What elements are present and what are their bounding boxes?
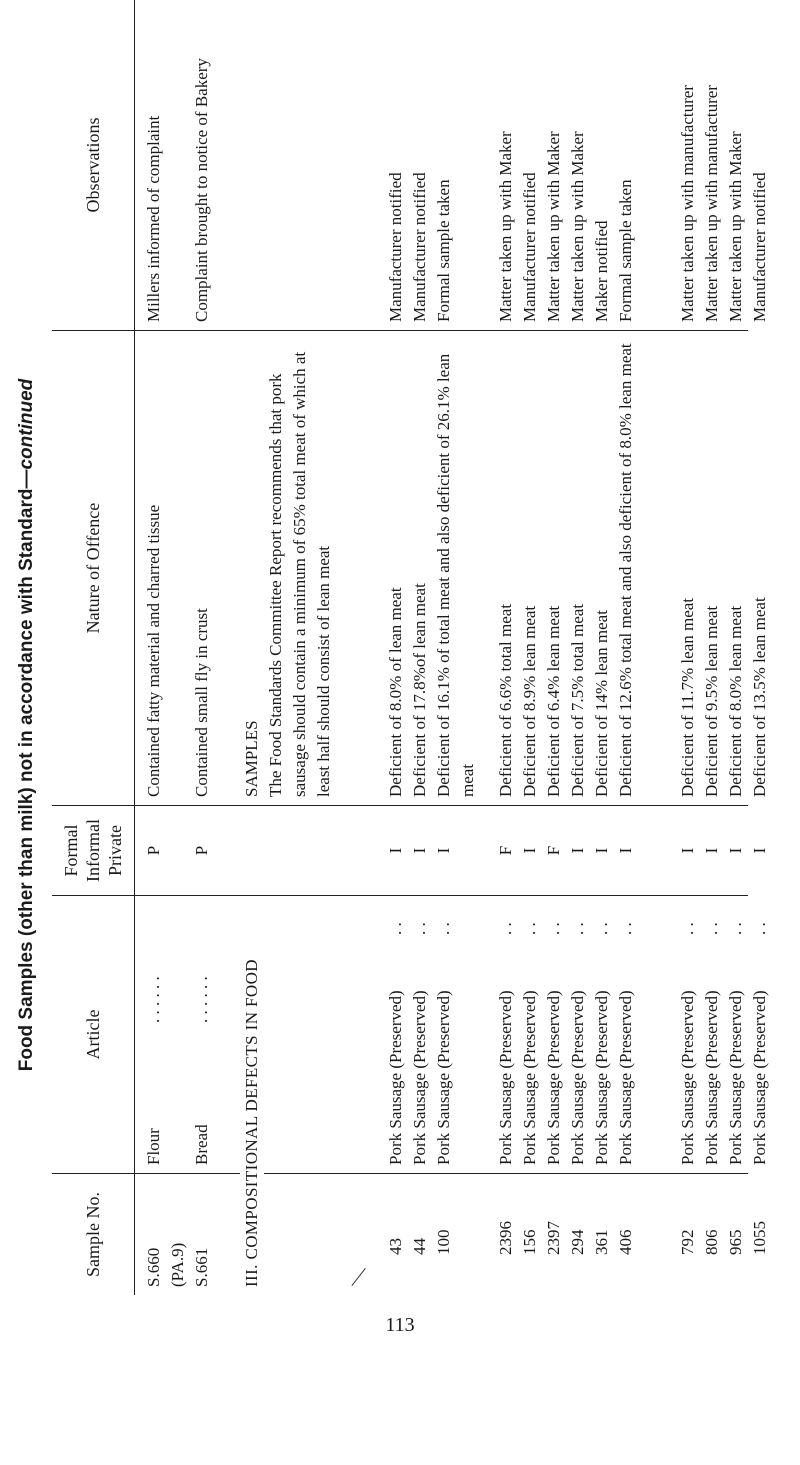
offence-text: Deficient of 6.6% total meat bbox=[496, 603, 515, 797]
leader-dots: . . bbox=[616, 922, 635, 935]
article-name: Pork Sausage (Preserved) bbox=[702, 990, 721, 1165]
leader-dots: . . . . . . bbox=[144, 976, 163, 1023]
offence-text: Contained small fly in crust bbox=[192, 608, 211, 797]
sample-number: 2397 bbox=[544, 1221, 563, 1255]
sample-number: 806 bbox=[702, 1229, 721, 1255]
sample-number: 2396 bbox=[496, 1221, 515, 1255]
committee-note: The Food Standards Committee Report recommends that pork sausage should contain a minimum of 65% total meat of which at least half should consist of lean meat bbox=[266, 351, 333, 797]
header-sample-no: Sample No. bbox=[52, 1174, 135, 1295]
observation-text: Formal sample taken bbox=[616, 179, 635, 322]
column-nature-body bbox=[134, 331, 769, 805]
leader-dots: . . bbox=[520, 922, 539, 935]
leader-dots: . . bbox=[544, 922, 563, 935]
sample-number: 43 bbox=[386, 1238, 405, 1255]
sample-number: 294 bbox=[568, 1229, 587, 1255]
offence-text: Deficient of 11.7% lean meat bbox=[678, 597, 697, 797]
observation-text: Manufacturer notified bbox=[410, 172, 429, 322]
column-sample-body bbox=[134, 1174, 769, 1295]
formal-code: I bbox=[386, 847, 405, 854]
sample-number: 1055 bbox=[750, 1221, 769, 1255]
column-observations bbox=[52, 0, 769, 330]
sample-number: S.660 (PA.9) bbox=[144, 1242, 187, 1287]
sample-number: 100 bbox=[434, 1229, 453, 1255]
formal-code: I bbox=[592, 847, 611, 854]
leader-dots: . . bbox=[496, 922, 515, 935]
offence-text: Deficient of 12.6% total meat and also deficient of 8.0% lean meat bbox=[616, 343, 635, 797]
page-title-main: Food Samples (other than milk) not in accordance with Standard bbox=[16, 488, 37, 1072]
observation-text: Complaint brought to notice of Bakery bbox=[192, 58, 211, 322]
article-name: Pork Sausage (Preserved) bbox=[544, 990, 563, 1165]
leader-dots: . . bbox=[678, 922, 697, 935]
pencil-tick-mark bbox=[365, 1268, 375, 1269]
observation-text: Manufacturer notified bbox=[386, 172, 405, 322]
sample-number: 156 bbox=[520, 1229, 539, 1255]
observation-text: Manufacturer notified bbox=[520, 172, 539, 322]
article-name: Pork Sausage (Preserved) bbox=[750, 990, 769, 1165]
observation-text: Matter taken up with manufacturer bbox=[702, 85, 721, 322]
offence-text: Deficient of 7.5% total meat bbox=[568, 603, 587, 797]
column-sample-no bbox=[52, 1173, 769, 1295]
formal-code: F bbox=[544, 845, 563, 856]
formal-code: I bbox=[434, 847, 453, 854]
formal-code: I bbox=[678, 847, 697, 854]
column-article-body bbox=[134, 896, 769, 1173]
observation-text: Matter taken up with Maker bbox=[568, 131, 587, 322]
article-name: Pork Sausage (Preserved) bbox=[678, 990, 697, 1165]
article-name: Pork Sausage (Preserved) bbox=[568, 990, 587, 1165]
offence-text: Deficient of 17.8%of lean meat bbox=[410, 583, 429, 797]
article-name: Pork Sausage (Preserved) bbox=[386, 990, 405, 1165]
leader-dots: . . bbox=[434, 922, 453, 935]
article-name: Pork Sausage (Preserved) bbox=[434, 990, 453, 1165]
section-heading: III. COMPOSITIONAL DEFECTS IN FOOD bbox=[240, 953, 264, 1287]
header-article: Article bbox=[52, 896, 135, 1173]
observation-text: Matter taken up with manufacturer bbox=[678, 85, 697, 322]
leader-dots: . . . . . . bbox=[192, 976, 211, 1023]
formal-code: P bbox=[144, 845, 163, 856]
article-name: Flour bbox=[144, 1128, 163, 1165]
formal-code: I bbox=[520, 847, 539, 854]
column-observations-body bbox=[134, 0, 769, 330]
offence-text: Deficient of 8.0% lean meat bbox=[726, 605, 745, 797]
leader-dots: . . bbox=[702, 922, 721, 935]
offence-text: Deficient of 13.5% lean meat bbox=[750, 597, 769, 797]
header-formal: Formal Informal Private bbox=[52, 806, 135, 895]
samples-table bbox=[52, 0, 769, 1295]
formal-code: I bbox=[726, 847, 745, 854]
page-title-continued: —continued bbox=[16, 378, 37, 489]
leader-dots: . . bbox=[386, 922, 405, 935]
leader-dots: . . bbox=[568, 922, 587, 935]
formal-code: I bbox=[750, 847, 769, 854]
leader-dots: . . bbox=[726, 922, 745, 935]
formal-code: I bbox=[616, 847, 635, 854]
observation-text: Manufacturer notified bbox=[750, 172, 769, 322]
offence-text: Deficient of 9.5% lean meat bbox=[702, 605, 721, 797]
formal-code: I bbox=[568, 847, 587, 854]
article-name: Pork Sausage (Preserved) bbox=[592, 990, 611, 1165]
article-name: Pork Sausage (Preserved) bbox=[410, 990, 429, 1165]
formal-code: P bbox=[192, 845, 211, 856]
leader-dots: . . bbox=[410, 922, 429, 935]
article-name: Bread bbox=[192, 1124, 211, 1165]
offence-text: Deficient of 8.0% of lean meat bbox=[386, 587, 405, 797]
sample-number: 965 bbox=[726, 1229, 745, 1255]
offence-text: Deficient of 16.1% of total meat and also deficient of 26.1% lean meat bbox=[434, 353, 477, 797]
page-number: 113 bbox=[385, 1314, 415, 1336]
samples-label: SAMPLES bbox=[242, 720, 261, 797]
observation-text: Millers informed of complaint bbox=[144, 115, 163, 322]
header-observations: Observations bbox=[52, 0, 135, 330]
article-name: Pork Sausage (Preserved) bbox=[726, 990, 745, 1165]
sample-number: 44 bbox=[410, 1238, 429, 1255]
leader-dots: . . bbox=[750, 922, 769, 935]
column-formal-body bbox=[134, 806, 769, 895]
article-name: Pork Sausage (Preserved) bbox=[520, 990, 539, 1165]
column-nature-of-offence bbox=[52, 330, 769, 805]
formal-code: F bbox=[496, 845, 515, 856]
sample-number: 361 bbox=[592, 1229, 611, 1255]
header-nature: Nature of Offence bbox=[52, 331, 135, 805]
samples-table-rotated bbox=[52, 0, 769, 1295]
observation-text: Matter taken up with Maker bbox=[726, 131, 745, 322]
sample-number: 792 bbox=[678, 1229, 697, 1255]
article-name: Pork Sausage (Preserved) bbox=[496, 990, 515, 1165]
sample-number: 406 bbox=[616, 1229, 635, 1255]
column-formal-informal-private bbox=[52, 805, 769, 895]
formal-code: I bbox=[702, 847, 721, 854]
offence-text: Deficient of 8.9% lean meat bbox=[520, 605, 539, 797]
observation-text: Matter taken up with Maker bbox=[544, 131, 563, 322]
leader-dots: . . bbox=[592, 922, 611, 935]
observation-text: Formal sample taken bbox=[434, 179, 453, 322]
offence-text: Contained fatty material and charred tissue bbox=[144, 504, 163, 797]
observation-text: Matter taken up with Maker bbox=[496, 131, 515, 322]
offence-text: Deficient of 14% lean meat bbox=[592, 610, 611, 797]
offence-text: Deficient of 6.4% lean meat bbox=[544, 605, 563, 797]
article-name: Pork Sausage (Preserved) bbox=[616, 990, 635, 1165]
observation-text: Maker notified bbox=[592, 220, 611, 322]
formal-code: I bbox=[410, 847, 429, 854]
sample-number: S.661 bbox=[192, 1247, 211, 1287]
column-article bbox=[52, 895, 769, 1173]
